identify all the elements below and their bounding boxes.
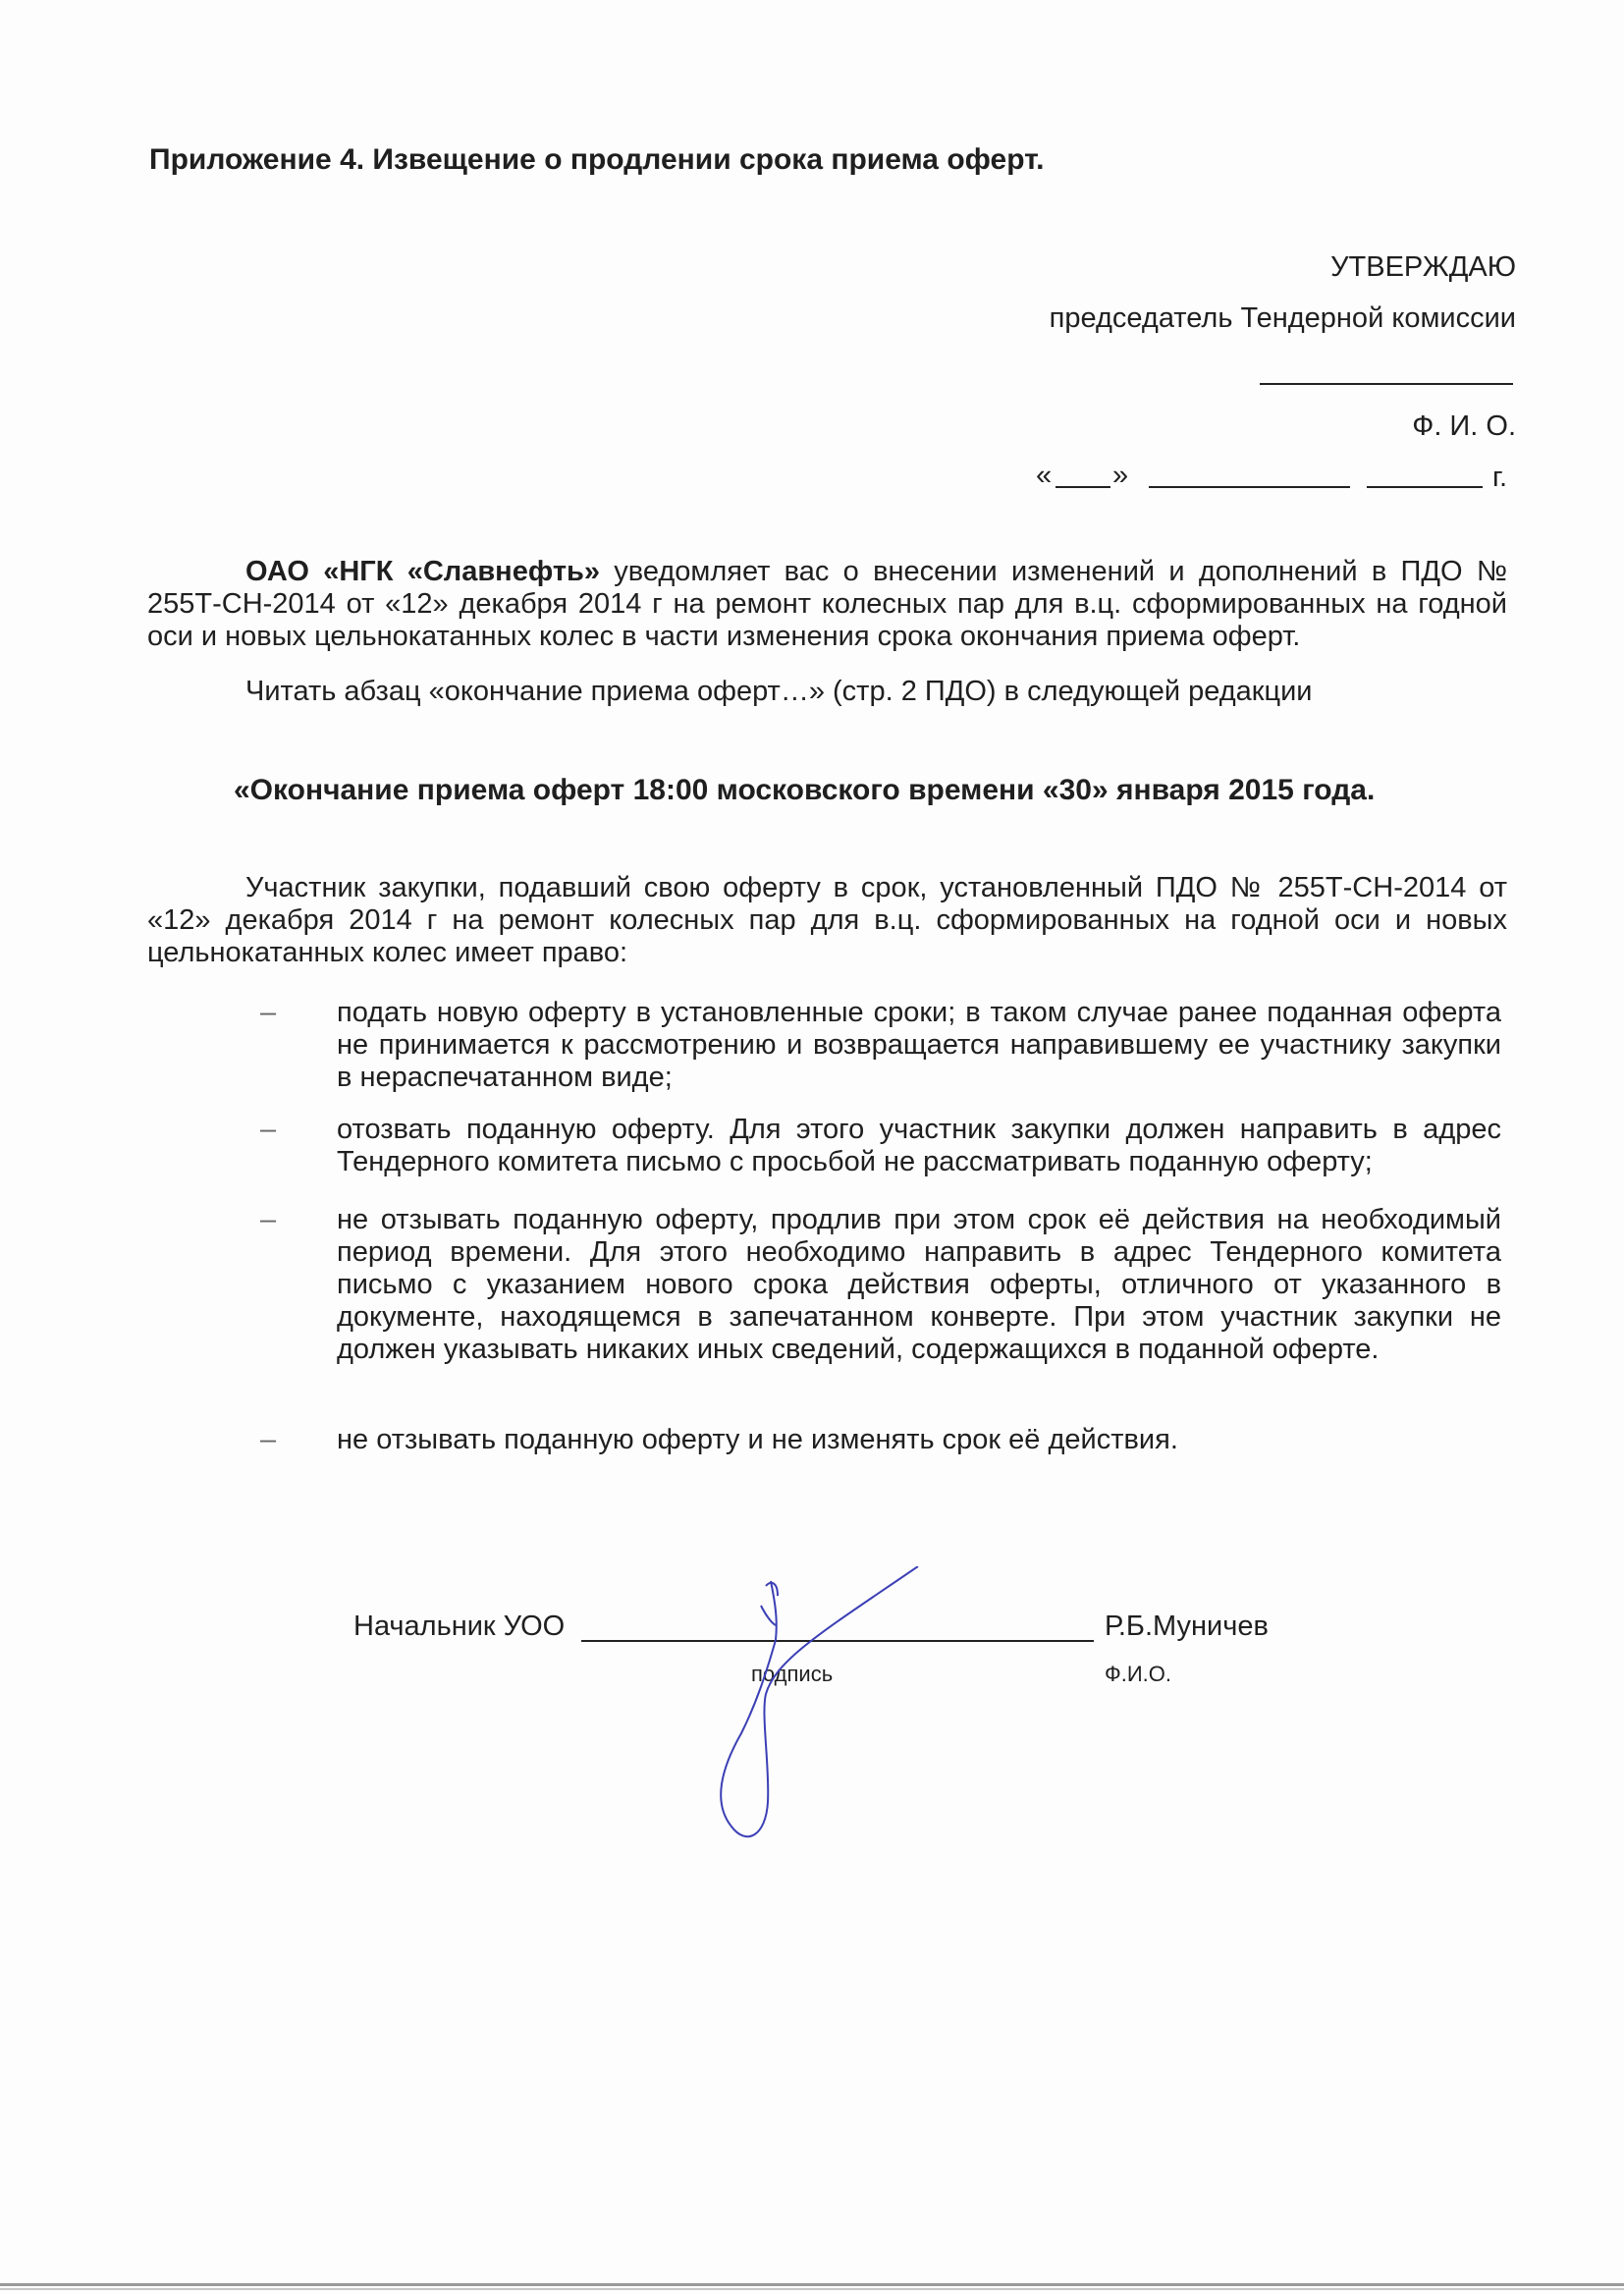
list-dash: – [260,1114,277,1145]
approval-year-suffix: г. [1492,462,1508,493]
intro-text: уведомляет вас о внесении изменений и дополнений в ПДО № 255Т-СН-2014 от «12» декабря 2014 г на ремонт колесных пар для в.ц. сформированных на годной оси и новых цельнокатанных колес в части изменения срока окончания приема оферт. [147,556,1507,652]
handwritten-signature [687,1566,943,1851]
fio-caption: Ф.И.О. [1105,1662,1171,1686]
signatory-name: Р.Б.Муничев [1105,1611,1269,1642]
list-dash: – [260,1424,277,1455]
approval-heading: УТВЕРЖДАЮ [1330,251,1516,283]
list-item [260,1424,1507,1463]
approval-day-line [1056,486,1110,488]
list-item-text: подать новую оферту в установленные сроки; в таком случае ранее поданная оферта не принимается к рассмотрению и возвращается направившему ее участнику закупки в нераспечатанном виде; [337,997,1501,1093]
approval-position: председатель Тендерной комиссии [1049,302,1516,334]
document-title: Приложение 4. Извещение о продлении срока приема оферт. [149,143,1045,176]
list-item-text: отозвать поданную оферту. Для этого участник закупки должен направить в адрес Тендерного комитета письмо с просьбой не рассматривать поданную оферту; [337,1114,1501,1177]
participant-text: Участник закупки, подавший свою оферту в срок, установленный ПДО № 255Т-СН-2014 от «12» декабря 2014 г на ремонт колесных пар для в.ц. сформированных на годной оси и новых цельнокатанных колес имеет право: [147,872,1507,968]
signatory-position: Начальник УОО [353,1611,566,1642]
approval-date-close: » [1112,460,1129,491]
deadline-statement: «Окончание приема оферт 18:00 московского времени «30» января 2015 года. [234,774,1376,806]
intro-paragraph [147,556,1507,653]
list-item [260,1114,1507,1182]
signature-caption: подпись [751,1662,834,1686]
read-as-paragraph: Читать абзац «окончание приема оферт…» (стр. 2 ПДО) в следующей редакции [245,676,1313,707]
scan-edge [0,2288,1624,2290]
list-item-text: не отзывать поданную оферту и не изменять срок её действия. [337,1424,1178,1455]
signature-stroke [771,1581,777,1640]
signature-stroke [761,1606,776,1625]
approval-year-line [1367,486,1483,488]
approval-fio: Ф. И. О. [1412,410,1516,442]
list-dash: – [260,997,277,1028]
scan-edge [0,2283,1624,2286]
approval-signature-line [1260,383,1513,385]
approval-date-open: « [1036,460,1053,491]
list-dash: – [260,1204,277,1235]
approval-month-line [1149,486,1350,488]
list-item-text: не отзывать поданную оферту, продлив при этом срок её действия на необходимый период времени. Для этого необходимо направить в адрес Тендерного комитета письмо с указанием нового срока действия оферты, отличного от указанного в документе, находящемся в запечатанном конверте. При этом участник закупки не должен указывать никаких иных сведений, содержащихся в поданной оферте. [337,1204,1501,1365]
participant-paragraph [147,872,1507,969]
signature-stroke [721,1566,918,1836]
company-name: ОАО «НГК «Славнефть» [245,556,600,587]
list-item [260,1204,1507,1400]
list-item [260,997,1507,1095]
